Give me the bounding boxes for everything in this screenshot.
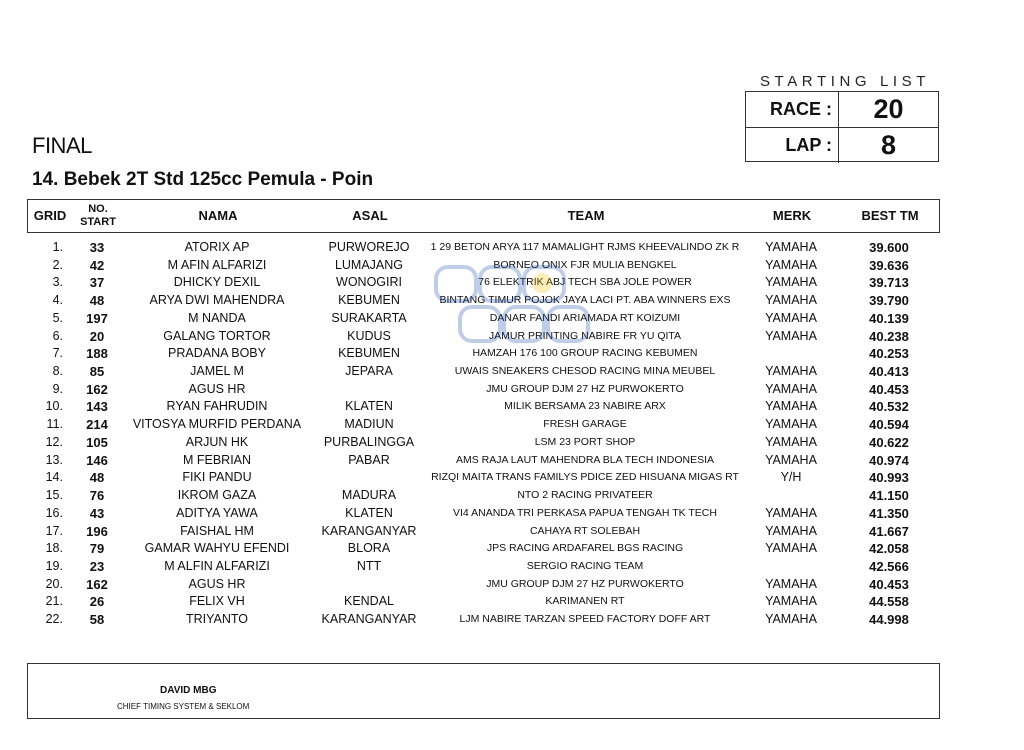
table-header [27, 199, 940, 233]
bike-brand: YAMAHA [765, 257, 817, 272]
col-asal: ASAL [352, 208, 388, 223]
best-time: 40.532 [869, 399, 909, 415]
start-number: 143 [86, 399, 108, 415]
team-name: JMU GROUP DJM 27 HZ PURWOKERTO [486, 577, 684, 590]
rider-name: IKROM GAZA [177, 488, 257, 503]
grid-position: 14. [45, 470, 63, 485]
bike-brand: YAMAHA [765, 293, 817, 308]
grid-position: 7. [52, 346, 63, 361]
start-number: 43 [89, 505, 105, 521]
table-row [27, 398, 940, 416]
team-name: JMU GROUP DJM 27 HZ PURWOKERTO [486, 382, 684, 395]
bike-brand: YAMAHA [765, 541, 817, 556]
col-no-line1: NO. [88, 202, 108, 215]
start-number: 196 [86, 523, 108, 539]
table-row [27, 593, 940, 611]
rider-name: ATORIX AP [184, 240, 250, 254]
best-time: 40.238 [869, 328, 909, 344]
grid-position: 18. [45, 541, 63, 556]
rider-origin: KUDUS [347, 328, 391, 343]
table-row [27, 310, 940, 328]
start-number: 48 [89, 470, 105, 486]
grid-position: 4. [52, 293, 63, 308]
col-no-start [76, 200, 120, 231]
table-row [27, 328, 940, 346]
best-time: 40.413 [869, 364, 909, 380]
bike-brand: YAMAHA [765, 434, 817, 449]
grid-position: 1. [52, 240, 63, 254]
best-time: 40.993 [869, 470, 909, 486]
best-time: 40.139 [869, 310, 909, 326]
best-time: 40.974 [869, 452, 909, 468]
rider-origin: PURWOREJO [328, 240, 410, 254]
grid-position: 5. [52, 310, 63, 325]
lap-label: LAP : [746, 128, 839, 163]
bike-brand: YAMAHA [765, 399, 817, 414]
best-time: 39.790 [869, 293, 909, 309]
rider-name: M NANDA [188, 310, 246, 325]
table-row [27, 257, 940, 275]
starting-list-table [27, 239, 940, 629]
start-number: 105 [86, 434, 108, 450]
class-title: 14. Bebek 2T Std 125cc Pemula - Poin [32, 169, 374, 190]
rider-origin: KENDAL [343, 594, 395, 609]
start-number: 197 [86, 310, 108, 326]
bike-brand: YAMAHA [765, 576, 817, 591]
start-number: 37 [89, 275, 105, 291]
table-row [27, 611, 940, 629]
team-name: MILIK BERSAMA 23 NABIRE ARX [504, 400, 666, 413]
start-number: 85 [89, 364, 105, 380]
start-number: 58 [89, 612, 105, 628]
col-no-line2: START [80, 215, 116, 228]
grid-position: 2. [52, 257, 63, 272]
start-number: 146 [86, 452, 108, 468]
table-row [27, 416, 940, 434]
bike-brand: YAMAHA [765, 381, 817, 396]
bike-brand: Y/H [780, 470, 802, 485]
start-number: 26 [89, 594, 105, 610]
table-row [27, 523, 940, 541]
best-time: 41.350 [869, 505, 909, 521]
best-time: 39.636 [869, 257, 909, 273]
start-number: 23 [89, 558, 105, 574]
best-time: 40.622 [869, 434, 909, 450]
session-label: FINAL [32, 133, 92, 158]
team-name: HAMZAH 176 100 GROUP RACING KEBUMEN [472, 347, 698, 360]
team-name: LSM 23 PORT SHOP [534, 435, 636, 448]
signature-box [27, 663, 940, 719]
table-row [27, 274, 940, 292]
race-lap-box [745, 91, 939, 162]
team-name: 76 ELEKTRIK ABJ TECH SBA JOLE POWER [478, 276, 692, 289]
grid-position: 9. [52, 381, 63, 396]
start-number: 214 [86, 417, 108, 433]
grid-position: 8. [52, 364, 63, 379]
race-row [746, 92, 938, 127]
best-time: 39.713 [869, 275, 909, 291]
team-name: KARIMANEN RT [545, 595, 625, 608]
grid-position: 20. [45, 576, 63, 591]
start-number: 162 [86, 576, 108, 592]
grid-position: 12. [45, 434, 63, 449]
col-nama: NAMA [198, 208, 238, 223]
team-name: BORNEO ONIX FJR MULIA BENGKEL [493, 258, 677, 271]
rider-name: TRIYANTO [185, 612, 249, 627]
bike-brand: YAMAHA [765, 523, 817, 538]
start-number: 33 [89, 240, 105, 255]
rider-origin: KEBUMEN [338, 346, 400, 361]
grid-position: 11. [46, 417, 63, 432]
rider-name: FIKI PANDU [182, 470, 252, 485]
signatory-role: CHIEF TIMING SYSTEM & SEKLOM [117, 702, 250, 711]
rider-origin: MADIUN [344, 417, 394, 432]
best-time: 41.150 [869, 488, 909, 504]
rider-name: M AFIN ALFARIZI [167, 257, 267, 272]
rider-name: DHICKY DEXIL [173, 275, 261, 290]
grid-position: 17. [45, 523, 63, 538]
start-number: 20 [89, 328, 105, 344]
team-name: JAMUR PRINTING NABIRE FR YU QITA [488, 329, 682, 342]
lap-row [746, 127, 938, 163]
team-name: DANAR FANDI ARIAMADA RT KOIZUMI [489, 311, 681, 324]
bike-brand: YAMAHA [765, 328, 817, 343]
rider-name: VITOSYA MURFID PERDANA [132, 417, 302, 432]
rider-origin: BLORA [347, 541, 391, 556]
team-name: LJM NABIRE TARZAN SPEED FACTORY DOFF ART [459, 613, 711, 626]
rider-origin: PABAR [348, 452, 390, 467]
start-number: 162 [86, 381, 108, 397]
bike-brand: YAMAHA [765, 364, 817, 379]
rider-name: ADITYA YAWA [176, 505, 258, 520]
team-name: RIZQI MAITA TRANS FAMILYS PDICE ZED HISUANA MIGAS RT [431, 471, 739, 484]
rider-origin: KARANGANYAR [321, 523, 417, 538]
grid-position: 21. [45, 594, 63, 609]
rider-name: ARJUN HK [185, 434, 249, 449]
table-row [27, 434, 940, 452]
team-name: BINTANG TIMUR POJOK JAYA LACI PT. ABA WINNERS EXS [439, 294, 731, 307]
grid-position: 15. [45, 488, 63, 503]
team-name: AMS RAJA LAUT MAHENDRA BLA TECH INDONESIA [455, 453, 715, 466]
best-time: 42.566 [869, 558, 909, 574]
table-row [27, 292, 940, 310]
best-time: 44.998 [869, 612, 909, 628]
team-name: SERGIO RACING TEAM [526, 559, 644, 572]
starting-list-title: STARTING LIST [759, 73, 931, 90]
grid-position: 6. [52, 328, 63, 343]
rider-name: GALANG TORTOR [163, 328, 271, 343]
bike-brand: YAMAHA [765, 417, 817, 432]
team-name: 1 29 BETON ARYA 117 MAMALIGHT RJMS KHEEVALINDO ZK R [430, 241, 740, 253]
rider-origin: NTT [356, 558, 382, 573]
best-time: 44.558 [869, 594, 909, 610]
col-best: BEST TM [861, 208, 919, 223]
bike-brand: YAMAHA [765, 612, 817, 627]
table-row [27, 363, 940, 381]
table-row [27, 381, 940, 399]
rider-origin: SURAKARTA [331, 310, 407, 325]
grid-position: 16. [45, 505, 63, 520]
rider-origin: LUMAJANG [334, 257, 404, 272]
rider-origin: WONOGIRI [336, 275, 402, 290]
rider-name: M ALFIN ALFARIZI [164, 558, 270, 573]
rider-name: AGUS HR [188, 381, 246, 396]
bike-brand: YAMAHA [765, 275, 817, 290]
rider-name: JAMEL M [190, 364, 244, 379]
grid-position: 10. [45, 399, 63, 414]
race-label: RACE : [746, 92, 839, 127]
rider-name: GAMAR WAHYU EFENDI [144, 541, 290, 556]
best-time: 40.453 [869, 576, 909, 592]
start-number: 79 [89, 541, 105, 557]
best-time: 39.600 [869, 240, 909, 255]
team-name: CAHAYA RT SOLEBAH [529, 524, 641, 537]
signatory-name: DAVID MBG [160, 685, 217, 696]
team-name: JPS RACING ARDAFAREL BGS RACING [486, 542, 684, 555]
best-time: 40.453 [869, 381, 909, 397]
table-row [27, 487, 940, 505]
rider-name: FELIX VH [189, 594, 245, 609]
start-number: 48 [89, 293, 105, 309]
best-time: 40.594 [869, 417, 909, 433]
col-merk: MERK [772, 208, 812, 223]
bike-brand: YAMAHA [765, 594, 817, 609]
grid-position: 22. [45, 612, 63, 627]
table-row [27, 540, 940, 558]
team-name: FRESH GARAGE [543, 418, 627, 431]
rider-origin: MADURA [341, 488, 397, 503]
best-time: 42.058 [869, 541, 909, 557]
rider-name: ARYA DWI MAHENDRA [149, 293, 285, 308]
table-row [27, 345, 940, 363]
best-time: 40.253 [869, 346, 909, 362]
grid-position: 19. [45, 558, 63, 573]
bike-brand: YAMAHA [765, 240, 817, 254]
col-team: TEAM [567, 208, 605, 223]
team-name: VI4 ANANDA TRI PERKASA PAPUA TENGAH TK TECH [453, 506, 717, 519]
rider-origin: KLATEN [345, 505, 393, 520]
table-row [27, 452, 940, 470]
team-name: NTO 2 RACING PRIVATEER [517, 489, 653, 502]
rider-origin: KARANGANYAR [321, 612, 417, 627]
rider-name: M FEBRIAN [182, 452, 252, 467]
rider-name: RYAN FAHRUDIN [166, 399, 268, 414]
rider-name: AGUS HR [188, 576, 246, 591]
rider-origin: PURBALINGGA [323, 434, 415, 449]
col-grid: GRID [33, 208, 67, 223]
table-row [27, 469, 940, 487]
rider-name: PRADANA BOBY [168, 346, 266, 361]
rider-origin: KEBUMEN [338, 293, 400, 308]
bike-brand: YAMAHA [765, 505, 817, 520]
table-row [27, 239, 940, 257]
race-number: 20 [873, 94, 904, 124]
start-number: 188 [86, 346, 108, 362]
team-name: UWAIS SNEAKERS CHESOD RACING MINA MEUBEL [454, 365, 716, 378]
table-row [27, 558, 940, 576]
rider-origin: JEPARA [345, 364, 393, 379]
bike-brand: YAMAHA [765, 452, 817, 467]
rider-name: FAISHAL HM [180, 523, 254, 538]
start-number: 76 [89, 488, 105, 504]
table-row [27, 505, 940, 523]
bike-brand: YAMAHA [765, 310, 817, 325]
rider-origin: KLATEN [345, 399, 393, 414]
table-row [27, 576, 940, 594]
best-time: 41.667 [869, 523, 909, 539]
start-number: 42 [89, 257, 105, 273]
grid-position: 3. [52, 275, 63, 290]
lap-count: 8 [880, 130, 897, 160]
grid-position: 13. [45, 452, 63, 467]
